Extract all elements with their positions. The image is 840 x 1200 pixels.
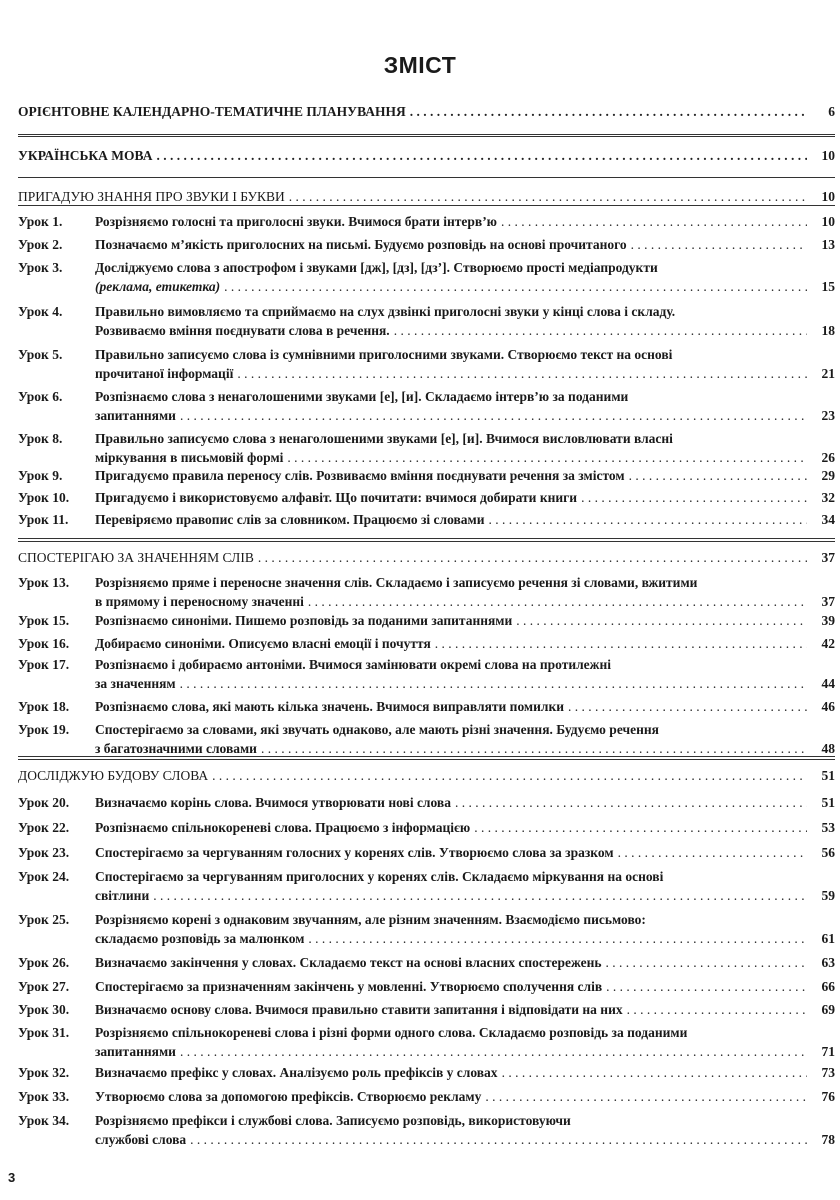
page-ref: 71 [821,1044,835,1059]
section-divider [18,177,835,178]
page-ref: 51 [821,768,835,783]
entry-line [95,929,835,948]
leader-dots [455,793,807,812]
entry-line [95,429,835,448]
entry-title: Розрізняємо корені з однаковим звучанням, але різним значенням. Взаємодіємо письмово: [95,912,646,927]
lesson-number: Урок 8. [18,431,63,446]
entry-text [95,655,835,693]
entry-title: Правильно вимовляємо та сприймаємо на слух дзвінкі приголосні звуки у кінці слова і складу. [95,304,676,319]
entry-title: в прямому і переносному значенні [95,594,304,609]
lesson-number: Урок 27. [18,979,70,994]
leader-dots [180,1042,807,1061]
entry-line [95,977,835,996]
entry-title: ДОСЛІДЖУЮ БУДОВУ СЛОВА [18,768,209,783]
entry-text [95,573,835,611]
entry-line [95,1000,835,1019]
page-ref: 48 [821,741,835,756]
entry-text [95,1111,835,1149]
leader-dots [287,448,807,467]
leader-dots [308,929,807,948]
entry-text [95,302,835,340]
entry-title: Спостерігаємо за чергуванням голосних у коренях слів. Утворюємо слова за зразком [95,845,614,860]
leader-dots [308,592,807,611]
entry-text [18,146,835,165]
entry-title: Спостерігаємо за призначенням закінчень у мовленні. Утворюємо сполучення слів [95,979,603,994]
page-ref: 51 [821,795,835,810]
leader-dots [394,321,807,340]
page-ref: 69 [821,1002,835,1017]
entry-line [18,766,835,785]
section-divider [18,136,835,137]
leader-dots [485,1087,807,1106]
entry-title: Розрізняємо голосні та приголосні звуки. Вчимося брати інтерв’ю [95,214,498,229]
entry-title: Правильно записуємо слова з ненаголошеними звуками [е], [и]. Вчимося висловлювати власні [95,431,673,446]
page-ref: 44 [821,676,835,691]
entry-text [95,867,835,905]
entry-title: ПРИГАДУЮ ЗНАННЯ ПРО ЗВУКИ І БУКВИ [18,189,285,204]
page-ref: 39 [821,613,835,628]
entry-line [95,235,835,254]
lesson-number: Урок 18. [18,699,70,714]
page-ref: 61 [821,931,835,946]
leader-dots [606,953,808,972]
page-ref: 42 [821,636,835,651]
leader-dots [501,212,807,231]
entry-title: світлини [95,888,150,903]
page-ref: 18 [821,323,835,338]
leader-dots [224,277,807,296]
entry-title: міркування в письмовій формі [95,450,284,465]
entry-line [95,212,835,231]
section-divider [18,756,835,757]
lesson-number: Урок 33. [18,1089,70,1104]
leader-dots [435,634,807,653]
leader-dots [631,235,807,254]
entry-title: Розпізнаємо спільнокореневі слова. Працюємо з інформацією [95,820,471,835]
lesson-number: Урок 22. [18,820,70,835]
entry-line [95,364,835,383]
entry-line [95,910,835,929]
entry-text [95,1000,835,1019]
lesson-number: Урок 20. [18,795,70,810]
entry-title: Визначаємо корінь слова. Вчимося утворювати нові слова [95,795,451,810]
page-ref: 73 [821,1065,835,1080]
leader-dots [516,611,807,630]
entry-line [18,146,835,165]
entry-line [95,720,835,739]
page-ref: 76 [821,1089,835,1104]
page-ref: 37 [821,594,835,609]
page-ref: 15 [821,279,835,294]
entry-line [95,258,835,277]
page-ref: 21 [821,366,835,381]
entry-line [95,611,835,630]
entry-text [18,548,835,567]
entry-text [95,258,835,296]
entry-text [95,793,835,812]
entry-line [18,548,835,567]
lesson-number: Урок 30. [18,1002,70,1017]
lesson-number: Урок 31. [18,1025,70,1040]
lesson-number: Урок 1. [18,214,63,229]
leader-dots [289,187,807,206]
page-ref: 46 [821,699,835,714]
entry-line [95,277,835,296]
entry-text [95,953,835,972]
entry-line [95,1063,835,1082]
lesson-number: Урок 9. [18,468,63,483]
entry-title: Розрізняємо префікси і службові слова. Записуємо розповідь, використовуючи [95,1113,571,1128]
entry-title: прочитаної інформації [95,366,234,381]
leader-dots [258,548,807,567]
entry-text [95,720,835,758]
leader-dots [606,977,807,996]
page-ref: 53 [821,820,835,835]
leader-dots [156,146,807,165]
page-ref: 26 [821,450,835,465]
section-divider [18,205,835,206]
entry-text [95,488,835,507]
entry-line [95,655,835,674]
entry-line [95,448,835,467]
entry-line [18,187,835,206]
entry-title: Пригадуємо і використовуємо алфавіт. Що почитати: вчимося добирати книги [95,490,578,505]
entry-title: Перевіряємо правопис слів за словником. Працюємо зі словами [95,512,485,527]
entry-title: Спостерігаємо за чергуванням приголосних у коренях слів. Складаємо міркування на основі [95,869,664,884]
entry-text [95,1087,835,1106]
page-ref: 66 [821,979,835,994]
entry-text [95,212,835,231]
entry-title: Правильно записуємо слова із сумнівними приголосними звуками. Створюємо текст на основі [95,347,673,362]
entry-text [18,766,835,785]
leader-dots [502,1063,807,1082]
entry-text [95,634,835,653]
section-divider [18,759,835,760]
leader-dots [180,406,807,425]
leader-dots [212,766,807,785]
entry-text [95,1023,835,1061]
section-divider [18,134,835,135]
entry-line [95,573,835,592]
entry-title: Позначаємо м’якість приголосних на письмі. Будуємо розповідь на основі прочитаного [95,237,627,252]
entry-title: Розпізнаємо синоніми. Пишемо розповідь за поданими запитаннями [95,613,513,628]
leader-dots [629,466,807,485]
entry-title: Розрізняємо спільнокореневі слова і різні форми одного слова. Складаємо розповідь за поданими [95,1025,688,1040]
entry-title: Визначаємо основу слова. Вчимося правильно ставити запитання і відповідати на них [95,1002,623,1017]
entry-text [18,102,835,121]
entry-line [95,1023,835,1042]
entry-line [95,843,835,862]
leader-dots [618,843,807,862]
entry-text [95,910,835,948]
entry-title: Добираємо синоніми. Описуємо власні емоції і почуття [95,636,431,651]
entry-line [95,953,835,972]
entry-line [95,818,835,837]
leader-dots [190,1130,807,1149]
page-title: ЗМІСТ [383,52,457,78]
entry-line [95,321,835,340]
entry-text [95,977,835,996]
entry-title: Визначаємо закінчення у словах. Складаємо текст на основі власних спостережень [95,955,602,970]
entry-line [95,488,835,507]
entry-title: (реклама, етикетка) [95,279,221,294]
entry-title: Спостерігаємо за словами, які звучать однаково, але мають різні значення. Будуємо речення [95,722,659,737]
entry-line [95,302,835,321]
leader-dots [627,1000,807,1019]
page-ref: 59 [821,888,835,903]
entry-line [95,867,835,886]
page-ref: 23 [821,408,835,423]
entry-line [95,466,835,485]
leader-dots [489,510,807,529]
entry-line [95,1087,835,1106]
lesson-number: Урок 32. [18,1065,70,1080]
lesson-number: Урок 16. [18,636,70,651]
lesson-number: Урок 24. [18,869,70,884]
entry-line [95,345,835,364]
lesson-number: Урок 26. [18,955,70,970]
entry-title: Визначаємо префікс у словах. Аналізуємо роль префіксів у словах [95,1065,498,1080]
lesson-number: Урок 25. [18,912,70,927]
section-divider [18,538,835,539]
entry-line [95,406,835,425]
entry-title: СПОСТЕРІГАЮ ЗА ЗНАЧЕННЯМ СЛІВ [18,550,254,565]
lesson-number: Урок 15. [18,613,70,628]
entry-line [95,1111,835,1130]
entry-text [95,611,835,630]
entry-title: Досліджуємо слова з апострофом і звуками [дж], [дз], [дз’]. Створюємо прості медіапродукти [95,260,658,275]
lesson-number: Урок 23. [18,845,70,860]
page-number: 3 [8,1170,16,1185]
entry-text [95,510,835,529]
entry-text [95,387,835,425]
lesson-number: Урок 13. [18,575,70,590]
entry-text [95,235,835,254]
entry-line [95,1042,835,1061]
page-ref: 32 [821,490,835,505]
leader-dots [153,886,807,905]
entry-title: за значенням [95,676,176,691]
leader-dots [581,488,807,507]
page-ref: 34 [821,512,835,527]
lesson-number: Урок 6. [18,389,63,404]
lesson-number: Урок 11. [18,512,69,527]
entry-line [95,510,835,529]
entry-title: ОРІЄНТОВНЕ КАЛЕНДАРНО-ТЕМАТИЧНЕ ПЛАНУВАННЯ [18,104,406,119]
entry-line [95,1130,835,1149]
entry-text [95,466,835,485]
entry-text [95,843,835,862]
lesson-number: Урок 17. [18,657,70,672]
lesson-number: Урок 19. [18,722,70,737]
page-ref: 13 [821,237,835,252]
entry-text [95,345,835,383]
entry-title: Пригадуємо правила переносу слів. Розвиваємо вміння поєднувати речення за змістом [95,468,625,483]
page-ref: 56 [821,845,835,860]
entry-title: Розпізнаємо і добираємо антоніми. Вчимося замінювати окремі слова на протилежні [95,657,611,672]
leader-dots [410,102,807,121]
entry-line [95,697,835,716]
page-ref: 29 [821,468,835,483]
entry-line [95,793,835,812]
page-ref: 10 [821,148,835,163]
entry-text [95,818,835,837]
entry-title: Розвиваємо вміння поєднувати слова в речення. [95,323,390,338]
entry-title: з багатозначними словами [95,741,257,756]
entry-title: Утворюємо слова за допомогою префіксів. Створюємо рекламу [95,1089,482,1104]
page-ref: 63 [821,955,835,970]
entry-line [95,634,835,653]
entry-title: складаємо розповідь за малюнком [95,931,305,946]
leader-dots [237,364,807,383]
leader-dots [180,674,807,693]
page-ref: 6 [828,104,835,119]
lesson-number: Урок 4. [18,304,63,319]
entry-title: службові слова [95,1132,187,1147]
entry-title: Розрізняємо пряме і переносне значення слів. Складаємо і записуємо речення зі словами, вжитими [95,575,698,590]
page-ref: 10 [821,189,835,204]
entry-text [95,429,835,467]
leader-dots [474,818,807,837]
lesson-number: Урок 3. [18,260,63,275]
entry-text [95,1063,835,1082]
entry-text [95,697,835,716]
entry-text [18,187,835,206]
leader-dots [568,697,807,716]
entry-line [95,886,835,905]
lesson-number: Урок 34. [18,1113,70,1128]
entry-title: УКРАЇНСЬКА МОВА [18,148,153,163]
lesson-number: Урок 10. [18,490,70,505]
page-ref: 78 [821,1132,835,1147]
entry-line [18,102,835,121]
lesson-number: Урок 5. [18,347,63,362]
entry-title: запитаннями [95,1044,176,1059]
entry-line [95,387,835,406]
entry-line [95,592,835,611]
page-ref: 37 [821,550,835,565]
entry-title: Розпізнаємо слова з ненаголошеними звуками [е], [и]. Складаємо інтерв’ю за поданими [95,389,629,404]
lesson-number: Урок 2. [18,237,63,252]
entry-line [95,674,835,693]
section-divider [18,541,835,542]
entry-title: Розпізнаємо слова, які мають кілька значень. Вчимося виправляти помилки [95,699,565,714]
entry-title: запитаннями [95,408,176,423]
page-ref: 10 [821,214,835,229]
